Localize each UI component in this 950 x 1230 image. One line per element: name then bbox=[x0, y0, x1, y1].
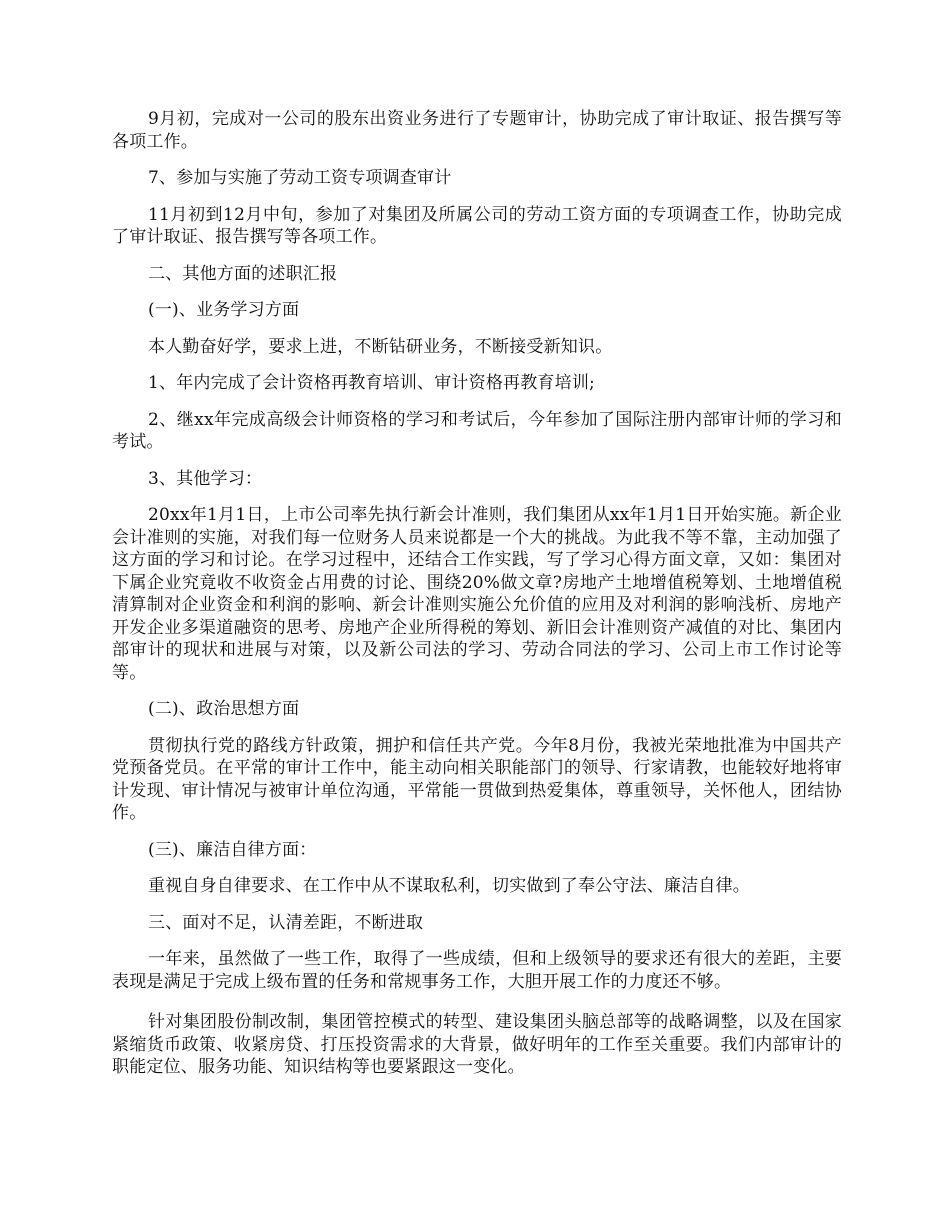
section-heading: 三、面对不足，认清差距，不断进取 bbox=[148, 912, 424, 933]
list-item: 3、其他学习： bbox=[148, 468, 263, 489]
document-body bbox=[112, 108, 842, 1093]
paragraph: 20xx年1月1日，上市公司率先执行新会计准则，我们集团从xx年1月1日开始实施。新企业会计准则的实施，对我们每一位财务人员来说都是一个大的挑战。为此我不等不靠，主动加强了这方面的学习和讨论。在学习过程中，还结合工作实践，写了学习心得方面文章，又如：集团对下属企业究竟收不收资金占用费的讨论、围绕20%做文章?房地产土地增值税筹划、土地增值税清算制对企业资金和利润的影响、新会计准则实施公允价值的应用及对利润的影响浅析、房地产开发企业多渠道融资的思考、房地产企业所得税的筹划、新旧会计准则资产减值的对比、集团内部审计的现状和进展与对策，以及新公司法的学习、劳动合同法的学习、公司上市工作讨论等等。 bbox=[112, 505, 842, 683]
paragraph: 一年来，虽然做了一些工作，取得了一些成绩，但和上级领导的要求还有很大的差距，主要表现是满足于完成上级布置的任务和常规事务工作，大胆开展工作的力度还不够。 bbox=[112, 949, 842, 992]
section-heading: 二、其他方面的述职汇报 bbox=[148, 263, 338, 284]
subsection-heading: (一)、业务学习方面 bbox=[148, 300, 300, 320]
paragraph: 针对集团股份制改制，集团管控模式的转型、建设集团头脑总部等的战略调整，以及在国家紧缩货币政策、收紧房贷、打压投资需求的大背景，做好明年的工作至关重要。我们内部审计的职能定位、服务功能、知识结构等也要紧跟这一变化。 bbox=[112, 1012, 842, 1077]
paragraph: 9月初，完成对一公司的股东出资业务进行了专题审计，协助完成了审计取证、报告撰写等各项工作。 bbox=[112, 109, 842, 152]
subsection-heading: (三)、廉洁自律方面： bbox=[148, 839, 317, 860]
paragraph: 贯彻执行党的路线方针政策，拥护和信任共产党。今年8月份，我被光荣地批准为中国共产党预备党员。在平常的审计工作中，能主动向相关职能部门的领导、行家请教，也能较好地将审计发现、审计情况与被审计单位沟通，平常能一贯做到热爱集体，尊重领导，关怀他人，团结协作。 bbox=[112, 735, 842, 823]
paragraph: 本人勤奋好学，要求上进，不断钻研业务，不断接受新知识。 bbox=[148, 336, 613, 357]
subsection-heading: (二)、政治思想方面 bbox=[148, 699, 300, 719]
paragraph: 重视自身自律要求、在工作中从不谋取私利，切实做到了奉公守法、廉洁自律。 bbox=[148, 876, 750, 896]
section-item-heading: 7、参加与实施了劳动工资专项调查审计 bbox=[148, 168, 452, 188]
paragraph: 11月初到12月中旬，参加了对集团及所属公司的劳动工资方面的专项调查工作，协助完成了审计取证、报告撰写等各项工作。 bbox=[112, 204, 842, 247]
list-item: 2、继xx年完成高级会计师资格的学习和考试后，今年参加了国际注册内部审计师的学习和考试。 bbox=[112, 409, 842, 452]
list-item: 1、年内完成了会计资格再教育培训、审计资格再教育培训; bbox=[148, 373, 595, 393]
